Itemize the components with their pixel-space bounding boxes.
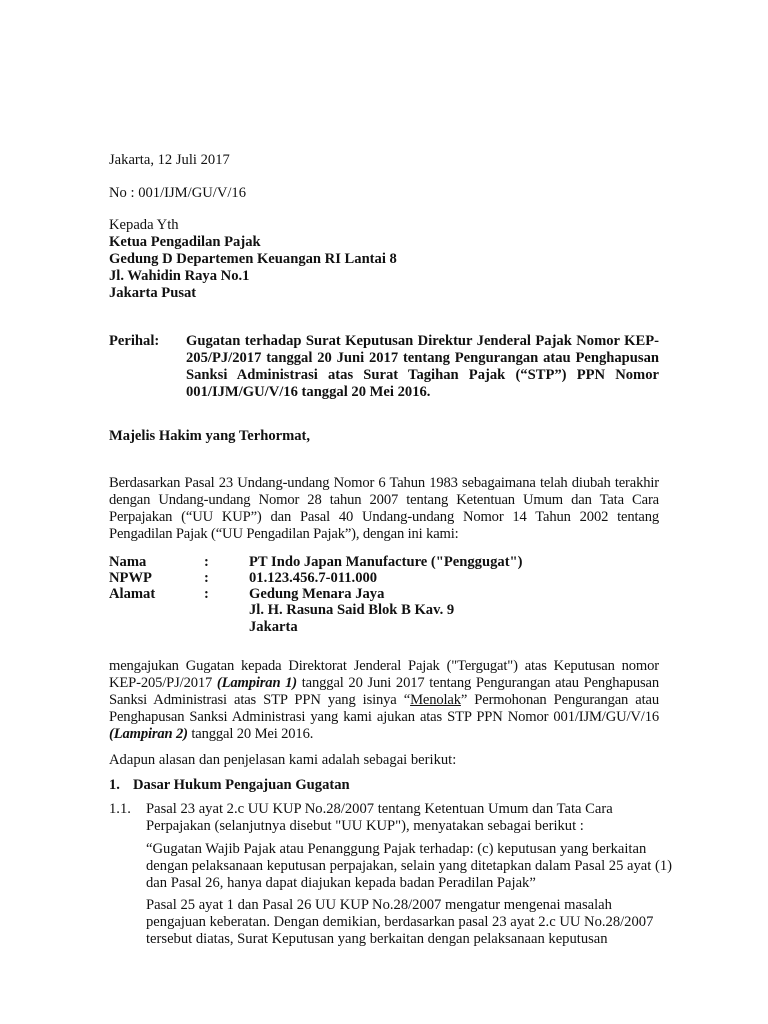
explanation-paragraph xyxy=(146,897,656,948)
claim-paragraph xyxy=(109,658,659,743)
intro-paragraph xyxy=(109,475,659,543)
claim-line: mengajukan Gugatan kepada Direktorat Jenderal Pajak ("Tergugat") atas Keputusan nomor xyxy=(109,658,659,674)
explanation-line: Pasal 25 ayat 1 dan Pasal 26 UU KUP No.28/2007 mengatur mengenai masalah xyxy=(146,897,612,913)
claim-text: Sanksi Administrasi atas STP PPN yang isinya “ xyxy=(109,692,411,708)
quote-line: “Gugatan Wajib Pajak atau Penanggung Pajak terhadap: (c) keputusan yang berkaitan xyxy=(146,841,647,857)
claim-line xyxy=(109,692,659,709)
legal-quote xyxy=(146,841,672,892)
intro-line: dengan Undang-undang Nomor 28 tahun 2007 tentang Ketentuan Umum dan Tata Cara xyxy=(109,492,659,508)
party-colon: : xyxy=(204,570,209,586)
claim-text: tanggal 20 Mei 2016. xyxy=(187,726,314,742)
subsection-line: Perpajakan (selanjutnya disebut "UU KUP"), menyatakan sebagai berikut : xyxy=(146,818,584,834)
party-label: Nama xyxy=(109,554,147,570)
recipient-line: Gedung D Departemen Keuangan RI Lantai 8 xyxy=(109,251,397,267)
claim-line xyxy=(109,726,659,743)
recipient-line: Jakarta Pusat xyxy=(109,285,197,301)
explanation-line: tersebut diatas, Surat Keputusan yang berkaitan dengan pelaksanaan keputusan xyxy=(146,931,608,947)
claim-text: ” Permohonan Pengurangan atau xyxy=(460,692,659,708)
claim-text: KEP-205/PJ/2017 xyxy=(109,675,217,691)
party-value: 01.123.456.7-011.000 xyxy=(249,570,378,586)
recipient-line: Jl. Wahidin Raya No.1 xyxy=(109,268,250,284)
party-value: Jl. H. Rasuna Said Blok B Kav. 9 xyxy=(249,602,455,618)
subsection-text xyxy=(146,801,646,835)
claim-line: Penghapusan Sanksi Administrasi yang kami ajukan atas STP PPN Nomor 001/IJM/GU/V/16 xyxy=(109,709,659,725)
party-label: NPWP xyxy=(109,570,152,586)
attachment-1-ref: (Lampiran 1) xyxy=(216,675,298,691)
letter-date: Jakarta, 12 Juli 2017 xyxy=(109,152,230,168)
greeting: Majelis Hakim yang Terhormat, xyxy=(109,428,311,444)
rejected-term: Menolak xyxy=(410,692,461,708)
explanation-line: pengajuan keberatan. Dengan demikian, berdasarkan pasal 23 ayat 2.c UU No.28/2007 xyxy=(146,914,654,930)
party-colon: : xyxy=(204,554,209,570)
party-value: PT Indo Japan Manufacture ("Penggugat") xyxy=(249,554,523,570)
reasons-intro: Adapun alasan dan penjelasan kami adalah sebagai berikut: xyxy=(109,752,457,768)
quote-line: dengan pelaksanaan keputusan perpajakan, selain yang ditetapkan dalam Pasal 25 ayat (1) xyxy=(146,858,672,874)
quote-line: dan Pasal 26, hanya dapat diajukan kepada badan Peradilan Pajak” xyxy=(146,875,536,891)
intro-line: Berdasarkan Pasal 23 Undang-undang Nomor 6 Tahun 1983 sebagaimana telah diubah terakhir xyxy=(109,475,659,491)
recipient-salutation: Kepada Yth xyxy=(109,217,179,233)
subject-line: Sanksi Administrasi atas Surat Tagihan Pajak (“STP”) PPN Nomor xyxy=(186,367,659,383)
section-title: Dasar Hukum Pengajuan Gugatan xyxy=(133,777,350,793)
party-value: Gedung Menara Jaya xyxy=(249,586,385,602)
intro-line: Perpajakan (“UU KUP”) dan Pasal 40 Undang-undang Nomor 14 Tahun 2002 tentang xyxy=(109,509,659,525)
recipient-line: Ketua Pengadilan Pajak xyxy=(109,234,261,250)
party-colon: : xyxy=(204,586,209,602)
subject-line: Gugatan terhadap Surat Keputusan Direktur Jenderal Pajak Nomor KEP- xyxy=(186,333,659,349)
claim-text: tanggal 20 Juni 2017 tentang Pengurangan atau Penghapusan xyxy=(297,675,659,691)
party-value: Jakarta xyxy=(249,619,298,635)
subject-line: 205/PJ/2017 tanggal 20 Juni 2017 tentang Pengurangan atau Penghapusan xyxy=(186,350,659,366)
party-label: Alamat xyxy=(109,586,156,602)
recipient-block xyxy=(109,217,659,302)
attachment-2-ref: (Lampiran 2) xyxy=(109,726,188,742)
intro-line: Pengadilan Pajak (“UU Pengadilan Pajak”), dengan ini kami: xyxy=(109,526,459,542)
section-number: 1. xyxy=(109,777,120,793)
subsection-number: 1.1. xyxy=(109,801,131,817)
subject-text xyxy=(186,333,659,401)
subject-label: Perihal: xyxy=(109,333,160,349)
subsection-line: Pasal 23 ayat 2.c UU KUP No.28/2007 tentang Ketentuan Umum dan Tata Cara xyxy=(146,801,613,817)
letter-number: No : 001/IJM/GU/V/16 xyxy=(109,185,247,201)
subject-line: 001/IJM/GU/V/16 tanggal 20 Mei 2016. xyxy=(186,384,431,400)
claim-line xyxy=(109,675,659,692)
